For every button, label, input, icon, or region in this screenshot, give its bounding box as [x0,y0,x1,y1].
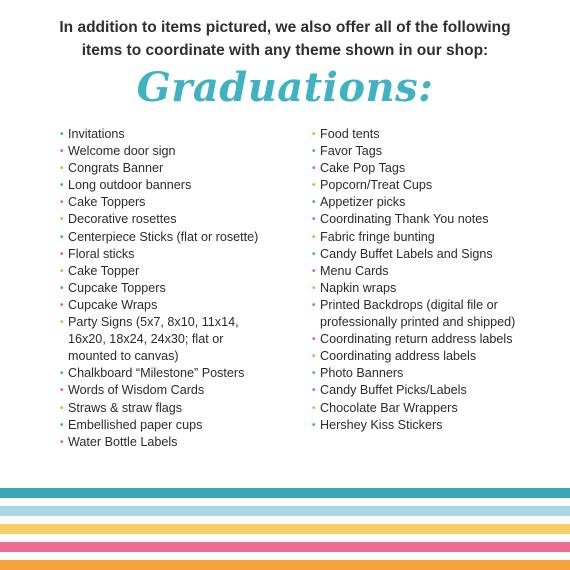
list-item [312,400,548,417]
list-item-label: Party Signs (5x7, 8x10, 11x14, [68,315,239,330]
bullet-icon: • [312,419,316,431]
list-item [312,229,548,246]
list-item [312,297,548,314]
list-item-label: Appetizer picks [320,195,406,210]
list-item [60,177,296,194]
list-item [60,246,296,263]
bullet-icon: • [60,385,64,397]
bullet-icon: • [60,419,64,431]
bullet-icon: • [312,368,316,380]
list-item-label: 16x20, 18x24, 24x30; flat or [68,332,224,347]
left-item-list [60,126,296,451]
list-item [60,382,296,399]
list-item [312,382,548,399]
bullet-icon: • [312,282,316,294]
list-item [60,126,296,143]
list-item-label: Napkin wraps [320,280,397,295]
list-item [312,211,548,228]
bullet-icon: • [312,146,316,158]
list-item-label: Hershey Kiss Stickers [320,417,443,432]
page-title: Graduations: [136,64,434,111]
list-item [60,417,296,434]
list-item [312,417,548,434]
bullet-icon: • [312,265,316,277]
list-item-label: Floral sticks [68,246,135,261]
bullet-icon: • [60,265,64,277]
bullet-icon: • [312,299,316,311]
list-item [312,314,548,331]
bullet-icon: • [60,214,64,226]
list-item-label: Straws & straw flags [68,400,183,415]
list-item-label: Centerpiece Sticks (flat or rosette) [68,229,259,244]
list-item [60,263,296,280]
bullet-icon: • [60,231,64,243]
list-item [312,263,548,280]
list-item-label: Cake Topper [68,263,140,278]
list-item-label: Photo Banners [320,366,404,381]
list-item-label: Congrats Banner [68,161,164,176]
list-item-label: Coordinating address labels [320,349,477,364]
list-item [312,126,548,143]
list-item-label: Chocolate Bar Wrappers [320,400,458,415]
bullet-icon: • [312,248,316,260]
list-item [60,365,296,382]
bullet-icon: • [60,248,64,260]
list-item-label: Invitations [68,127,125,141]
bullet-icon: • [312,385,316,397]
list-item-label: Cake Toppers [68,195,146,210]
bullet-icon: • [312,197,316,209]
bullet-icon: • [312,402,316,414]
stripe-yellow [0,524,570,534]
list-item-label: Water Bottle Labels [68,434,178,449]
bullet-icon: • [60,368,64,380]
list-item [60,194,296,211]
stripe-pink [0,542,570,552]
stripe-orange [0,560,570,570]
bullet-icon: • [312,334,316,346]
bullet-icon: • [60,197,64,209]
list-item-label: Cupcake Toppers [68,280,166,295]
list-item [312,348,548,365]
list-item-label: Decorative rosettes [68,212,177,227]
list-item [60,434,296,451]
right-item-list [312,126,548,434]
bullet-icon: • [312,163,316,175]
list-item-label: Menu Cards [320,263,389,278]
list-item-label: Favor Tags [320,144,383,159]
list-item [312,143,548,160]
list-item-label: mounted to canvas) [68,349,179,364]
list-item [60,160,296,177]
intro-line-1: In addition to items pictured, we also offer all of the following [59,19,511,36]
bullet-icon: • [60,317,64,329]
intro-text [0,16,570,62]
bullet-icon: • [60,299,64,311]
list-item-label: Chalkboard “Milestone” Posters [68,366,245,381]
list-item [312,246,548,263]
stripe-light-blue [0,506,570,516]
list-item [60,229,296,246]
bullet-icon: • [60,180,64,192]
list-item [60,211,296,228]
list-item-label: Popcorn/Treat Cups [320,178,433,193]
list-item-label: Printed Backdrops (digital file or [320,297,498,312]
list-item [60,348,296,365]
bullet-icon: • [312,129,316,140]
list-item [60,400,296,417]
bullet-icon: • [60,402,64,414]
list-item [312,177,548,194]
list-item [60,143,296,160]
list-item [60,331,296,348]
list-item-label: Food tents [320,127,380,141]
list-item-label: Candy Buffet Picks/Labels [320,383,467,398]
list-item [60,280,296,297]
list-item-label: professionally printed and shipped) [320,315,516,330]
list-item-label: Welcome door sign [68,144,176,159]
list-item [312,365,548,382]
bullet-icon: • [312,231,316,243]
bullet-icon: • [312,180,316,192]
list-item [60,297,296,314]
bullet-icon: • [60,163,64,175]
list-item-label: Words of Wisdom Cards [68,383,205,398]
list-item-label: Coordinating return address labels [320,332,513,347]
list-item-label: Cake Pop Tags [320,161,406,176]
list-item-label: Fabric fringe bunting [320,229,435,244]
bullet-icon: • [312,214,316,226]
list-item-label: Candy Buffet Labels and Signs [320,246,493,261]
list-item-label: Long outdoor banners [68,178,192,193]
bullet-icon: • [312,351,316,363]
list-item [312,160,548,177]
bullet-icon: • [60,146,64,158]
list-item-label: Coordinating Thank You notes [320,212,489,227]
stripe-teal [0,488,570,498]
list-item-label: Embellished paper cups [68,417,203,432]
bullet-icon: • [60,282,64,294]
bullet-icon: • [60,436,64,448]
list-item-label: Cupcake Wraps [68,297,158,312]
list-item [312,280,548,297]
intro-line-2: items to coordinate with any theme shown in our shop: [81,42,489,59]
list-item [312,194,548,211]
list-item [60,314,296,331]
bullet-icon: • [60,129,64,140]
list-item [312,331,548,348]
